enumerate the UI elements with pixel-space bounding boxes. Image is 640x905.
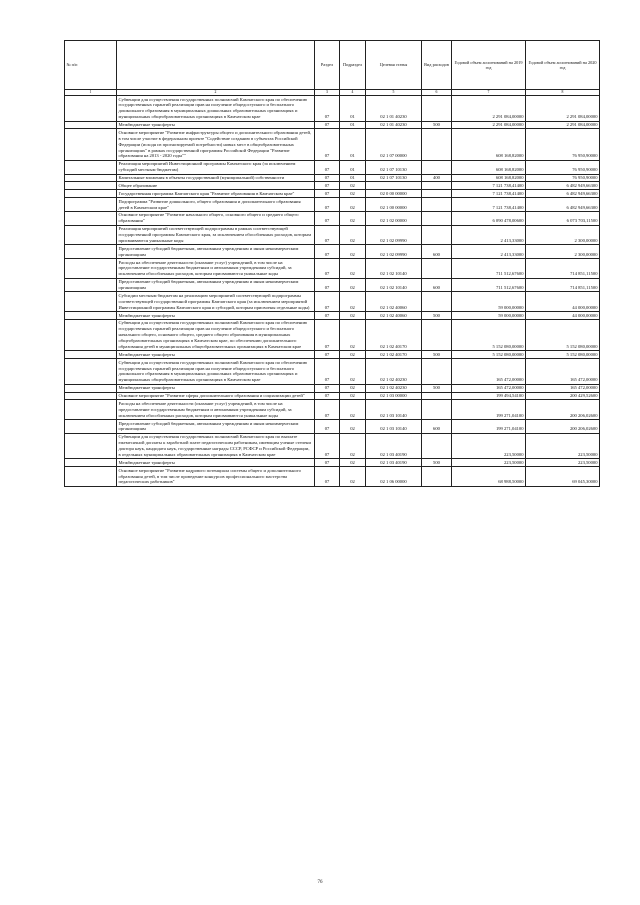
row-subsection: 02 bbox=[340, 211, 366, 225]
row-expense-type bbox=[422, 182, 452, 190]
row-name: Субсидии местным бюджетам на реализацию мероприятий соответствующей подпрограммы соответствующей государственной программы Камчатского края (за исключением мероприятий Инвестиционной программы Камчатского края и субсидий, которым присвоены отдельные коды) bbox=[117, 292, 315, 312]
row-target: 02 1 02 40230 bbox=[366, 359, 422, 385]
table-row bbox=[65, 190, 600, 198]
row-volume-2019: 2 291 084,00000 bbox=[452, 96, 526, 122]
row-volume-2020: 200 206,02600 bbox=[526, 400, 600, 420]
row-expense-type bbox=[422, 292, 452, 312]
row-subsection: 02 bbox=[340, 433, 366, 459]
table-row bbox=[65, 211, 600, 225]
row-volume-2020: 69 045,30000 bbox=[526, 467, 600, 487]
column-index: 5 bbox=[366, 90, 422, 96]
row-subsection: 01 bbox=[340, 160, 366, 174]
row-name: Субвенции для осуществления государственных полномочий Камчатского края по выплате ежемесячной доплаты к заработной плате педагогическим работникам, имеющим ученые степени доктора наук, кандидата наук, государственные награды СССР, РСФСР и Российской Федерации, в отдельных муниципальных образовательных организациях в Камчатском крае bbox=[117, 433, 315, 459]
row-name: Предоставление субсидий бюджетным, автономным учреждениям и иным некоммерческим организациям bbox=[117, 420, 315, 434]
row-subsection: 01 bbox=[340, 96, 366, 122]
row-name: Межбюджетные трансферты bbox=[117, 351, 315, 359]
row-section: 07 bbox=[315, 400, 340, 420]
row-expense-type bbox=[422, 359, 452, 385]
row-volume-2020: 6 482 949,66300 bbox=[526, 190, 600, 198]
row-volume-2020: 165 472,00000 bbox=[526, 359, 600, 385]
row-name: Общее образование bbox=[117, 182, 315, 190]
row-section: 07 bbox=[315, 359, 340, 385]
row-section: 07 bbox=[315, 190, 340, 198]
table-header-row bbox=[65, 41, 600, 90]
row-volume-2019: 7 121 738,41400 bbox=[452, 182, 526, 190]
row-number bbox=[65, 433, 117, 459]
row-volume-2019: 2 413,33000 bbox=[452, 245, 526, 259]
row-expense-type bbox=[422, 259, 452, 279]
row-volume-2019: 7 121 738,41400 bbox=[452, 198, 526, 212]
row-subsection: 02 bbox=[340, 351, 366, 359]
column-index: 2 bbox=[117, 90, 315, 96]
row-name: Предоставление субсидий бюджетным, автономным учреждениям и иным некоммерческим организациям bbox=[117, 278, 315, 292]
row-name: Предоставление субсидий бюджетным, автономным учреждениям и иным некоммерческим организациям bbox=[117, 245, 315, 259]
table-row bbox=[65, 420, 600, 434]
row-name: Межбюджетные трансферты bbox=[117, 459, 315, 467]
row-volume-2020: 714 851,11500 bbox=[526, 259, 600, 279]
row-number bbox=[65, 384, 117, 392]
row-target: 02 1 02 00000 bbox=[366, 211, 422, 225]
row-section: 07 bbox=[315, 420, 340, 434]
row-volume-2019: 5 152 080,00000 bbox=[452, 319, 526, 350]
row-section: 07 bbox=[315, 292, 340, 312]
row-target: 02 1 03 40190 bbox=[366, 433, 422, 459]
row-volume-2019: 223,50000 bbox=[452, 459, 526, 467]
row-number bbox=[65, 174, 117, 182]
budget-table bbox=[64, 40, 600, 487]
table-row bbox=[65, 292, 600, 312]
row-expense-type bbox=[422, 190, 452, 198]
header-number: № п/п bbox=[65, 41, 117, 90]
row-name: Основное мероприятие "Развитие инфраструктуры общего и дополнительного образования детей, в том числе участие в федеральном проекте "Содействие созданию в субъектах Российской Федерации (исходя из прогнозируемой потребности) новых мест в общеобразовательных организациях" в рамках государственной программы Российской Федерации "Развитие образования на 2013 - 2020 годы"" bbox=[117, 129, 315, 160]
row-section: 07 bbox=[315, 211, 340, 225]
row-volume-2020: 2 291 084,00000 bbox=[526, 121, 600, 129]
row-volume-2019: 165 472,00000 bbox=[452, 384, 526, 392]
row-number bbox=[65, 259, 117, 279]
row-subsection: 02 bbox=[340, 459, 366, 467]
row-number bbox=[65, 400, 117, 420]
row-expense-type bbox=[422, 400, 452, 420]
row-target: 02 1 07 00000 bbox=[366, 129, 422, 160]
row-volume-2020: 76 950,90000 bbox=[526, 174, 600, 182]
row-volume-2020: 165 472,00000 bbox=[526, 384, 600, 392]
column-index: 7 bbox=[452, 90, 526, 96]
table-row bbox=[65, 319, 600, 350]
row-target: 02 1 02 40230 bbox=[366, 384, 422, 392]
header-subsection: Подраздел bbox=[340, 41, 366, 90]
header-expense-type: Вид расходов bbox=[422, 41, 452, 90]
row-volume-2020: 200 206,02600 bbox=[526, 420, 600, 434]
row-name: Субвенции для осуществления государственных полномочий Камчатского края по обеспечению государственных гарантий реализации прав на получение общедоступного и бесплатного дошкольного образования в муниципальных дошкольных образовательных организациях и муниципальных общеобразовательных организациях в Камчатском крае bbox=[117, 96, 315, 122]
row-expense-type: 600 bbox=[422, 245, 452, 259]
table-row bbox=[65, 351, 600, 359]
table-row bbox=[65, 160, 600, 174]
row-target: 02 1 07 10130 bbox=[366, 174, 422, 182]
row-subsection: 02 bbox=[340, 319, 366, 350]
row-volume-2020: 714 851,11500 bbox=[526, 278, 600, 292]
row-subsection: 02 bbox=[340, 225, 366, 245]
row-volume-2019: 2 413,33000 bbox=[452, 225, 526, 245]
row-number bbox=[65, 160, 117, 174]
row-volume-2020: 2 300,00000 bbox=[526, 225, 600, 245]
row-volume-2019: 165 472,00000 bbox=[452, 359, 526, 385]
row-section: 07 bbox=[315, 351, 340, 359]
column-index: 6 bbox=[422, 90, 452, 96]
row-name: Основное мероприятие "Развитие сферы дополнительного образования и социализации детей" bbox=[117, 392, 315, 400]
table-row bbox=[65, 129, 600, 160]
row-target: 02 0 00 00000 bbox=[366, 190, 422, 198]
table-row bbox=[65, 259, 600, 279]
row-number bbox=[65, 359, 117, 385]
row-subsection: 01 bbox=[340, 174, 366, 182]
row-name: Расходы на обеспечение деятельности (оказание услуг) учреждений, в том числе на предоставление государственным бюджетным и автономным учреждениям субсидий, за исключением обособленных расходов, которым присваиваются уникальные коды bbox=[117, 400, 315, 420]
row-volume-2020: 6 482 949,66300 bbox=[526, 198, 600, 212]
row-number bbox=[65, 459, 117, 467]
row-number bbox=[65, 245, 117, 259]
row-target: 02 1 02 40170 bbox=[366, 351, 422, 359]
row-section: 07 bbox=[315, 319, 340, 350]
row-subsection: 02 bbox=[340, 312, 366, 320]
row-volume-2019: 199 271,04100 bbox=[452, 400, 526, 420]
row-volume-2019: 6 090 478,00600 bbox=[452, 211, 526, 225]
row-expense-type bbox=[422, 392, 452, 400]
row-section: 07 bbox=[315, 174, 340, 182]
row-volume-2019: 59 000,00000 bbox=[452, 312, 526, 320]
table-row bbox=[65, 400, 600, 420]
row-number bbox=[65, 278, 117, 292]
row-volume-2019: 7 121 738,41400 bbox=[452, 190, 526, 198]
row-subsection: 02 bbox=[340, 278, 366, 292]
row-volume-2019: 59 000,00000 bbox=[452, 292, 526, 312]
row-number bbox=[65, 129, 117, 160]
row-number bbox=[65, 190, 117, 198]
page-number: 76 bbox=[317, 880, 323, 885]
table-row bbox=[65, 174, 600, 182]
row-subsection: 02 bbox=[340, 182, 366, 190]
table-row bbox=[65, 278, 600, 292]
header-target: Целевая статья bbox=[366, 41, 422, 90]
row-expense-type: 500 bbox=[422, 459, 452, 467]
row-section: 07 bbox=[315, 392, 340, 400]
row-expense-type bbox=[422, 433, 452, 459]
row-number bbox=[65, 467, 117, 487]
row-expense-type: 400 bbox=[422, 174, 452, 182]
header-volume-2020: Годовой объем ассигнований на 2020 год bbox=[526, 41, 600, 90]
row-target: 02 1 02 40060 bbox=[366, 312, 422, 320]
table-row bbox=[65, 359, 600, 385]
row-number bbox=[65, 392, 117, 400]
row-target: 02 1 03 00000 bbox=[366, 392, 422, 400]
row-name: Межбюджетные трансферты bbox=[117, 384, 315, 392]
row-subsection: 02 bbox=[340, 190, 366, 198]
row-number bbox=[65, 225, 117, 245]
row-volume-2020: 76 950,90000 bbox=[526, 160, 600, 174]
row-section: 07 bbox=[315, 433, 340, 459]
row-target: 02 1 02 10140 bbox=[366, 278, 422, 292]
row-subsection: 02 bbox=[340, 467, 366, 487]
row-subsection: 02 bbox=[340, 359, 366, 385]
row-volume-2019: 2 291 084,00000 bbox=[452, 121, 526, 129]
row-target: 02 1 02 09990 bbox=[366, 245, 422, 259]
row-expense-type bbox=[422, 467, 452, 487]
row-subsection: 02 bbox=[340, 384, 366, 392]
row-volume-2020: 5 152 080,00000 bbox=[526, 351, 600, 359]
row-target: 02 1 02 40060 bbox=[366, 292, 422, 312]
row-subsection: 02 bbox=[340, 392, 366, 400]
row-volume-2019: 608 168,82000 bbox=[452, 129, 526, 160]
row-name: Государственная программа Камчатского края "Развитие образования в Камчатском крае" bbox=[117, 190, 315, 198]
column-index: 3 bbox=[315, 90, 340, 96]
header-section: Раздел bbox=[315, 41, 340, 90]
row-section: 07 bbox=[315, 129, 340, 160]
column-index: 1 bbox=[65, 90, 117, 96]
row-volume-2019: 199 271,04100 bbox=[452, 420, 526, 434]
row-name: Основное мероприятие "Развитие начального общего, основного общего и среднего общего образования" bbox=[117, 211, 315, 225]
row-section: 07 bbox=[315, 225, 340, 245]
row-target: 02 1 01 40230 bbox=[366, 96, 422, 122]
row-expense-type: 500 bbox=[422, 384, 452, 392]
table-row bbox=[65, 312, 600, 320]
table-row bbox=[65, 433, 600, 459]
row-number bbox=[65, 312, 117, 320]
row-name: Основное мероприятие "Развитие кадрового потенциала системы общего и дополнительного образования детей, в том числе проведение конкурсов профессионального мастерства педагогических работников" bbox=[117, 467, 315, 487]
row-expense-type: 600 bbox=[422, 278, 452, 292]
row-expense-type bbox=[422, 198, 452, 212]
row-section: 07 bbox=[315, 312, 340, 320]
row-name: Капитальные вложения в объекты государственной (муниципальной) собственности bbox=[117, 174, 315, 182]
row-subsection: 02 bbox=[340, 245, 366, 259]
row-name: Реализация мероприятий соответствующей подпрограммы в рамках соответствующей государственной программы Камчатского края, за исключением обособленных расходов, которым присваиваются уникальные коды bbox=[117, 225, 315, 245]
row-volume-2019: 199 494,54100 bbox=[452, 392, 526, 400]
row-volume-2020: 223,50000 bbox=[526, 459, 600, 467]
row-number bbox=[65, 292, 117, 312]
row-name: Реализация мероприятий Инвестиционной программы Камчатского края (за исключением субсидий местным бюджетам) bbox=[117, 160, 315, 174]
row-subsection: 02 bbox=[340, 400, 366, 420]
row-number bbox=[65, 182, 117, 190]
row-subsection: 02 bbox=[340, 292, 366, 312]
row-number bbox=[65, 121, 117, 129]
row-target: 02 1 03 40190 bbox=[366, 459, 422, 467]
header-name bbox=[117, 41, 315, 90]
row-volume-2019: 5 152 080,00000 bbox=[452, 351, 526, 359]
row-target: 02 1 02 10140 bbox=[366, 259, 422, 279]
row-number bbox=[65, 198, 117, 212]
row-number bbox=[65, 211, 117, 225]
row-subsection: 01 bbox=[340, 129, 366, 160]
row-volume-2020: 2 291 084,00000 bbox=[526, 96, 600, 122]
row-volume-2020: 44 000,00000 bbox=[526, 292, 600, 312]
row-section: 07 bbox=[315, 198, 340, 212]
row-volume-2019: 68 988,50000 bbox=[452, 467, 526, 487]
row-section: 07 bbox=[315, 259, 340, 279]
row-target: 02 1 02 40170 bbox=[366, 319, 422, 350]
row-target: 02 1 03 10140 bbox=[366, 420, 422, 434]
row-section: 07 bbox=[315, 121, 340, 129]
row-volume-2019: 608 168,82000 bbox=[452, 174, 526, 182]
row-expense-type: 500 bbox=[422, 121, 452, 129]
row-section: 07 bbox=[315, 278, 340, 292]
row-volume-2020: 5 152 080,00000 bbox=[526, 319, 600, 350]
table-row bbox=[65, 392, 600, 400]
row-volume-2020: 2 300,00000 bbox=[526, 245, 600, 259]
row-target: 02 1 00 00000 bbox=[366, 198, 422, 212]
header-volume-2019: Годовой объем ассигнований на 2019 год bbox=[452, 41, 526, 90]
row-section: 07 bbox=[315, 467, 340, 487]
row-section: 07 bbox=[315, 160, 340, 174]
row-name: Субвенции для осуществления государственных полномочий Камчатского края по обеспечению государственных гарантий реализации прав на получение общедоступного и бесплатного дошкольного образования в муниципальных дошкольных образовательных организациях и муниципальных общеобразовательных организациях в Камчатском крае bbox=[117, 359, 315, 385]
row-volume-2019: 711 512,67600 bbox=[452, 278, 526, 292]
row-subsection: 02 bbox=[340, 420, 366, 434]
row-volume-2020: 200 429,52600 bbox=[526, 392, 600, 400]
row-number bbox=[65, 351, 117, 359]
row-volume-2020: 223,50000 bbox=[526, 433, 600, 459]
row-name: Расходы на обеспечение деятельности (оказание услуг) учреждений, в том числе на предоставление государственным бюджетным и автономным учреждениям субсидий, за исключением обособленных расходов, которым присваиваются уникальные коды bbox=[117, 259, 315, 279]
table-row bbox=[65, 467, 600, 487]
row-expense-type: 500 bbox=[422, 312, 452, 320]
row-expense-type bbox=[422, 129, 452, 160]
row-volume-2019: 608 168,82000 bbox=[452, 160, 526, 174]
table-row bbox=[65, 459, 600, 467]
table-row bbox=[65, 225, 600, 245]
row-number bbox=[65, 319, 117, 350]
row-volume-2020: 6 073 703,11500 bbox=[526, 211, 600, 225]
row-subsection: 02 bbox=[340, 198, 366, 212]
row-expense-type bbox=[422, 211, 452, 225]
row-subsection: 02 bbox=[340, 259, 366, 279]
row-number bbox=[65, 420, 117, 434]
row-expense-type bbox=[422, 319, 452, 350]
row-expense-type bbox=[422, 225, 452, 245]
row-target: 02 1 02 09990 bbox=[366, 225, 422, 245]
column-index: 4 bbox=[340, 90, 366, 96]
row-volume-2019: 711 512,67600 bbox=[452, 259, 526, 279]
row-volume-2020: 6 482 949,66300 bbox=[526, 182, 600, 190]
row-section: 07 bbox=[315, 245, 340, 259]
row-name: Межбюджетные трансферты bbox=[117, 312, 315, 320]
row-number bbox=[65, 96, 117, 122]
row-section: 07 bbox=[315, 384, 340, 392]
column-index: 8 bbox=[526, 90, 600, 96]
row-target: 02 1 07 10130 bbox=[366, 160, 422, 174]
table-row bbox=[65, 96, 600, 122]
row-name: Межбюджетные трансферты bbox=[117, 121, 315, 129]
row-expense-type bbox=[422, 96, 452, 122]
row-name: Субвенции для осуществления государственных полномочий Камчатского края по обеспечению государственных гарантий реализации прав на получение общедоступного и бесплатного начального общего, основного общего, среднего общего образования в муниципальных общеобразовательных организациях в Камчатском крае, по обеспечению дополнительного образования детей в муниципальных общеобразовательных организациях в Камчатском крае bbox=[117, 319, 315, 350]
row-volume-2020: 76 950,90000 bbox=[526, 129, 600, 160]
row-target: 02 1 01 40230 bbox=[366, 121, 422, 129]
table-row bbox=[65, 121, 600, 129]
row-name: Подпрограмма "Развитие дошкольного, общего образования и дополнительного образования детей в Камчатском крае" bbox=[117, 198, 315, 212]
row-volume-2020: 44 000,00000 bbox=[526, 312, 600, 320]
row-target: 02 1 03 10140 bbox=[366, 400, 422, 420]
table-body bbox=[65, 96, 600, 487]
row-expense-type: 600 bbox=[422, 420, 452, 434]
table-row bbox=[65, 384, 600, 392]
row-target bbox=[366, 182, 422, 190]
row-target: 02 1 06 00000 bbox=[366, 467, 422, 487]
row-section: 07 bbox=[315, 459, 340, 467]
table-row bbox=[65, 198, 600, 212]
row-expense-type: 500 bbox=[422, 351, 452, 359]
table-row bbox=[65, 245, 600, 259]
row-section: 07 bbox=[315, 182, 340, 190]
row-expense-type bbox=[422, 160, 452, 174]
row-volume-2019: 223,50000 bbox=[452, 433, 526, 459]
row-section: 07 bbox=[315, 96, 340, 122]
row-subsection: 01 bbox=[340, 121, 366, 129]
table-row bbox=[65, 182, 600, 190]
